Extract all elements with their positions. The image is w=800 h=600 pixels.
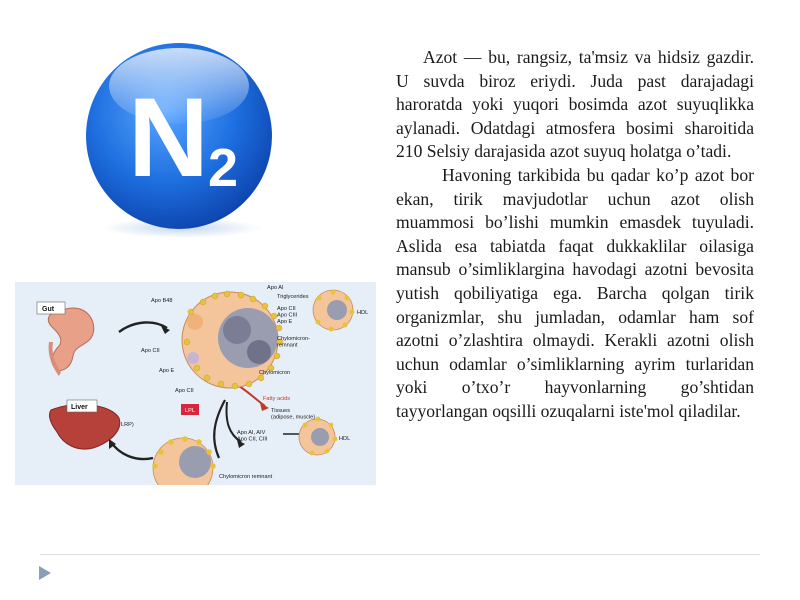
apo-b48-label: Apo B48 (151, 298, 173, 304)
lrp-label: LRP) (121, 422, 134, 428)
hdl-top-label: HDL (357, 310, 369, 316)
logo-element-letter: N (128, 75, 209, 200)
nitrogen-n2-logo (78, 38, 280, 240)
apo-list-label: Apo CII Apo CIII Apo E (277, 306, 298, 325)
liver-label: Liver (71, 404, 88, 411)
apo-c2-lower-label: Apo CII (175, 388, 194, 394)
chylomicron-metabolism-diagram (15, 282, 376, 485)
paragraph-1: Azot — bu, rangsiz, ta'msiz va hidsiz gazdir. U suvda biroz eriydi. Juda past darajadagi haroratda yoki yuqori bosimda azot suyuqlikka aylanadi. Odatdagi atmosfera bosimi sharoitida 210 Selsiy darajasida azot suyuq holatga o’tadi. (396, 47, 754, 162)
apo-out-label: Apo AI, AIV Apo CII, CIII (237, 430, 268, 443)
gut-label: Gut (42, 306, 55, 313)
footer-divider (40, 554, 760, 555)
main-text (396, 46, 754, 424)
tissues-label: Tissues (adipose, muscle) (271, 408, 316, 421)
triglycerides-label: Triglycerides (277, 294, 309, 300)
apo-a1-label: Apo AI (267, 285, 284, 291)
apo-c2-label: Apo CII (141, 348, 160, 354)
play-triangle-icon[interactable] (38, 565, 52, 581)
logo-subscript: 2 (208, 138, 239, 198)
apo-e-label: Apo E (159, 368, 175, 374)
remnant-label: Chylomicron remnant (219, 474, 273, 480)
chylomicron-remnant-small-label: Chylomicron-remnant (277, 336, 310, 349)
fatty-acids-label: Fatty acids (263, 396, 291, 402)
chylomicron-label: Chylomicron (259, 370, 291, 376)
lpl-label: LPL (185, 408, 195, 414)
hdl-bottom-label: HDL (339, 436, 351, 442)
paragraph-2: Havoning tarkibida bu qadar ko’p azot bor ekan, tirik mavjudotlar uchun azot olish muammosi bo’lishi mumkin emasdek tuyuladi. Aslida esa tabiatda faqat dukkaklilar oilasiga mansub o’simliklargina havodagi azotni bevosita yutish qobiliyatiga ega. Barcha qolgan tirik organizmlar, shu jumladan, odamlar ham sof azotni o’zlashtira olmaydi. Kerakli azotni olish uchun odamlar o’simliklarning ayrim turlaridan yoki o’txo’r hayvonlarning go’shtidan tayyorlangan oqsilli ozuqalarni iste'mol qiladilar. (396, 164, 754, 421)
